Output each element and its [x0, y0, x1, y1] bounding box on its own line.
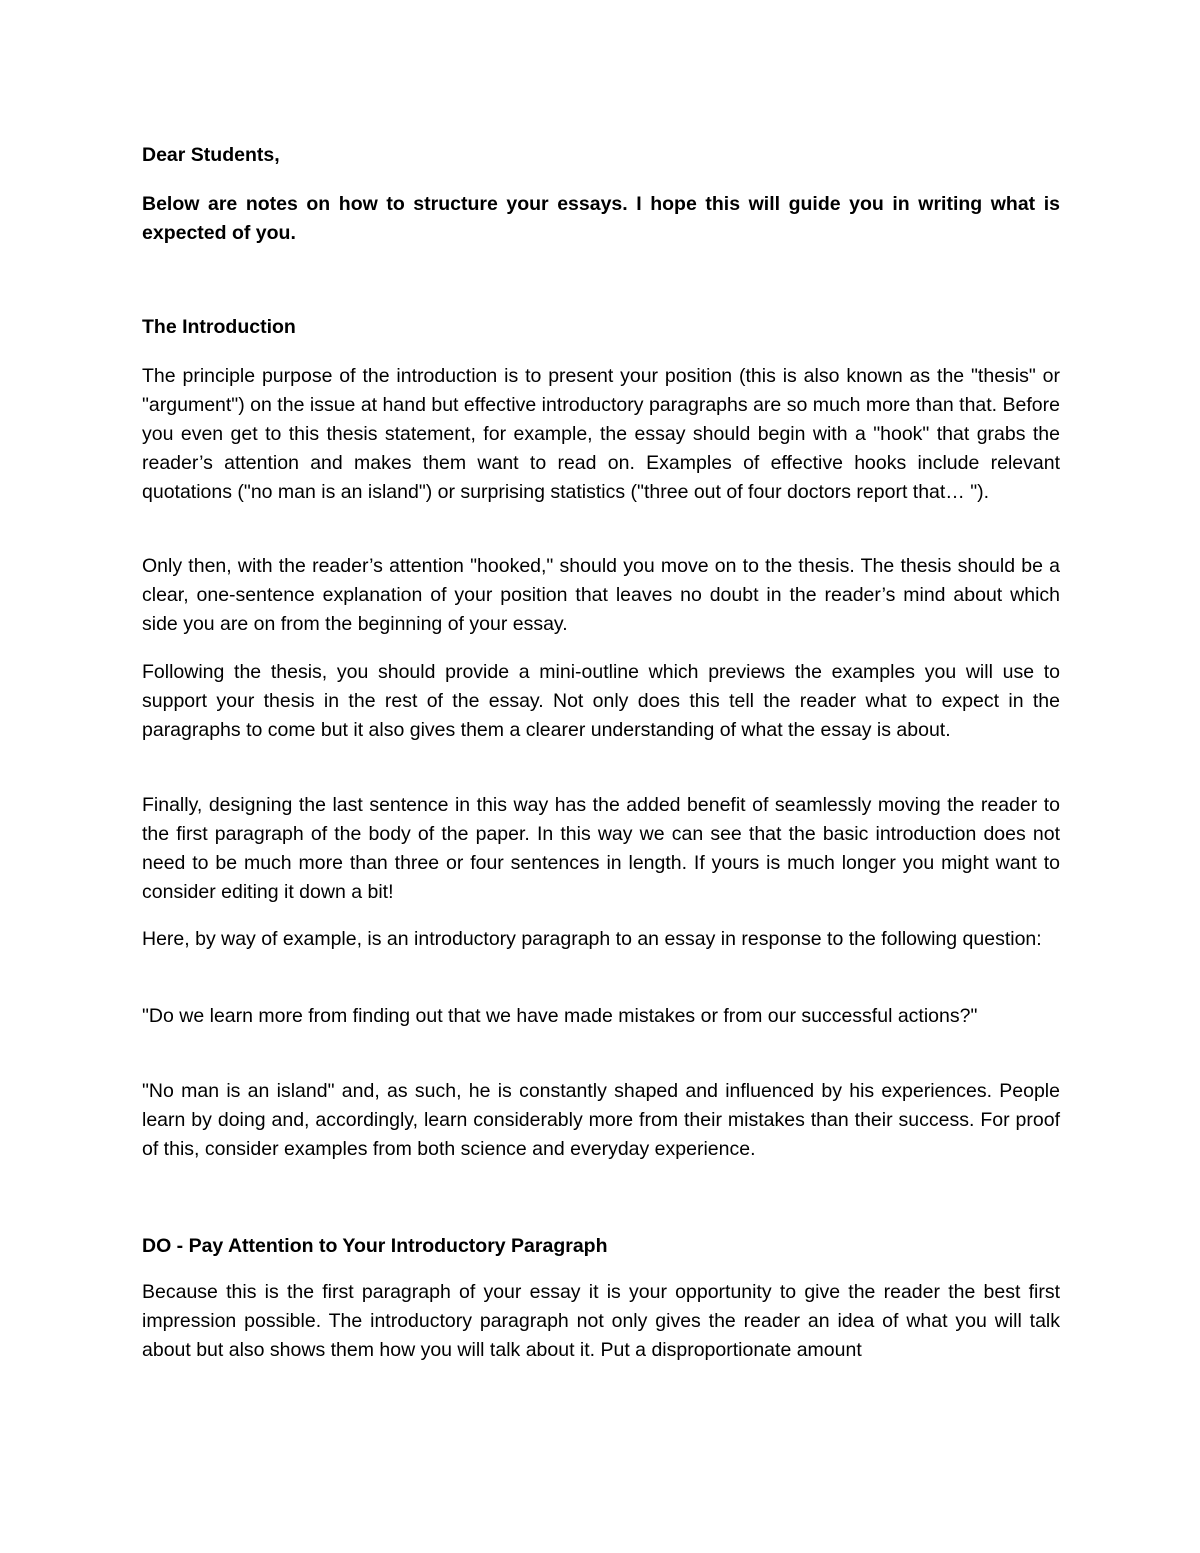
- document-page: [142, 0, 1060, 1553]
- paragraph: Finally, designing the last sentence in this way has the added benefit of seamlessly moving the reader to the first paragraph of the body of the paper. In this way we can see that the basic introduction does not need to be much more than three or four sentences in length. If yours is much longer you might want to consider editing it down a bit!: [142, 794, 1060, 903]
- greeting: Dear Students,: [142, 144, 280, 166]
- intro-note: Below are notes on how to structure your essays. I hope this will guide you in writing what is expected of you.: [142, 193, 1060, 244]
- section-heading-introduction: The Introduction: [142, 316, 296, 338]
- paragraph: Because this is the first paragraph of your essay it is your opportunity to give the reader the best first impression possible. The introductory paragraph not only gives the reader an idea of what you will talk about but also shows them how you will talk about it. Put a disproportionate amount: [142, 1281, 1060, 1361]
- paragraph: Here, by way of example, is an introductory paragraph to an essay in response to the following question:: [142, 928, 1042, 950]
- paragraph: Only then, with the reader’s attention "hooked," should you move on to the thesis. The thesis should be a clear, one-sentence explanation of your position that leaves no doubt in the reader’s mind about which side you are on from the beginning of your essay.: [142, 555, 1060, 635]
- paragraph: The principle purpose of the introduction is to present your position (this is also known as the "thesis" or "argument") on the issue at hand but effective introductory paragraphs are so much more than that. Before you even get to this thesis statement, for example, the essay should begin with a "hook" that grabs the reader’s attention and makes them want to read on. Examples of effective hooks include relevant quotations ("no man is an island") or surprising statistics ("three out of four doctors report that… ").: [142, 365, 1060, 503]
- section-heading-do: DO - Pay Attention to Your Introductory Paragraph: [142, 1235, 608, 1257]
- example-paragraph: "No man is an island" and, as such, he is constantly shaped and influenced by his experiences. People learn by doing and, accordingly, learn considerably more from their mistakes than their success. For proof of this, consider examples from both science and everyday experience.: [142, 1080, 1060, 1160]
- paragraph: Following the thesis, you should provide a mini-outline which previews the examples you will use to support your thesis in the rest of the essay. Not only does this tell the reader what to expect in the paragraphs to come but it also gives them a clearer understanding of what the essay is about.: [142, 661, 1060, 741]
- example-question: "Do we learn more from finding out that we have made mistakes or from our successful actions?": [142, 1005, 978, 1027]
